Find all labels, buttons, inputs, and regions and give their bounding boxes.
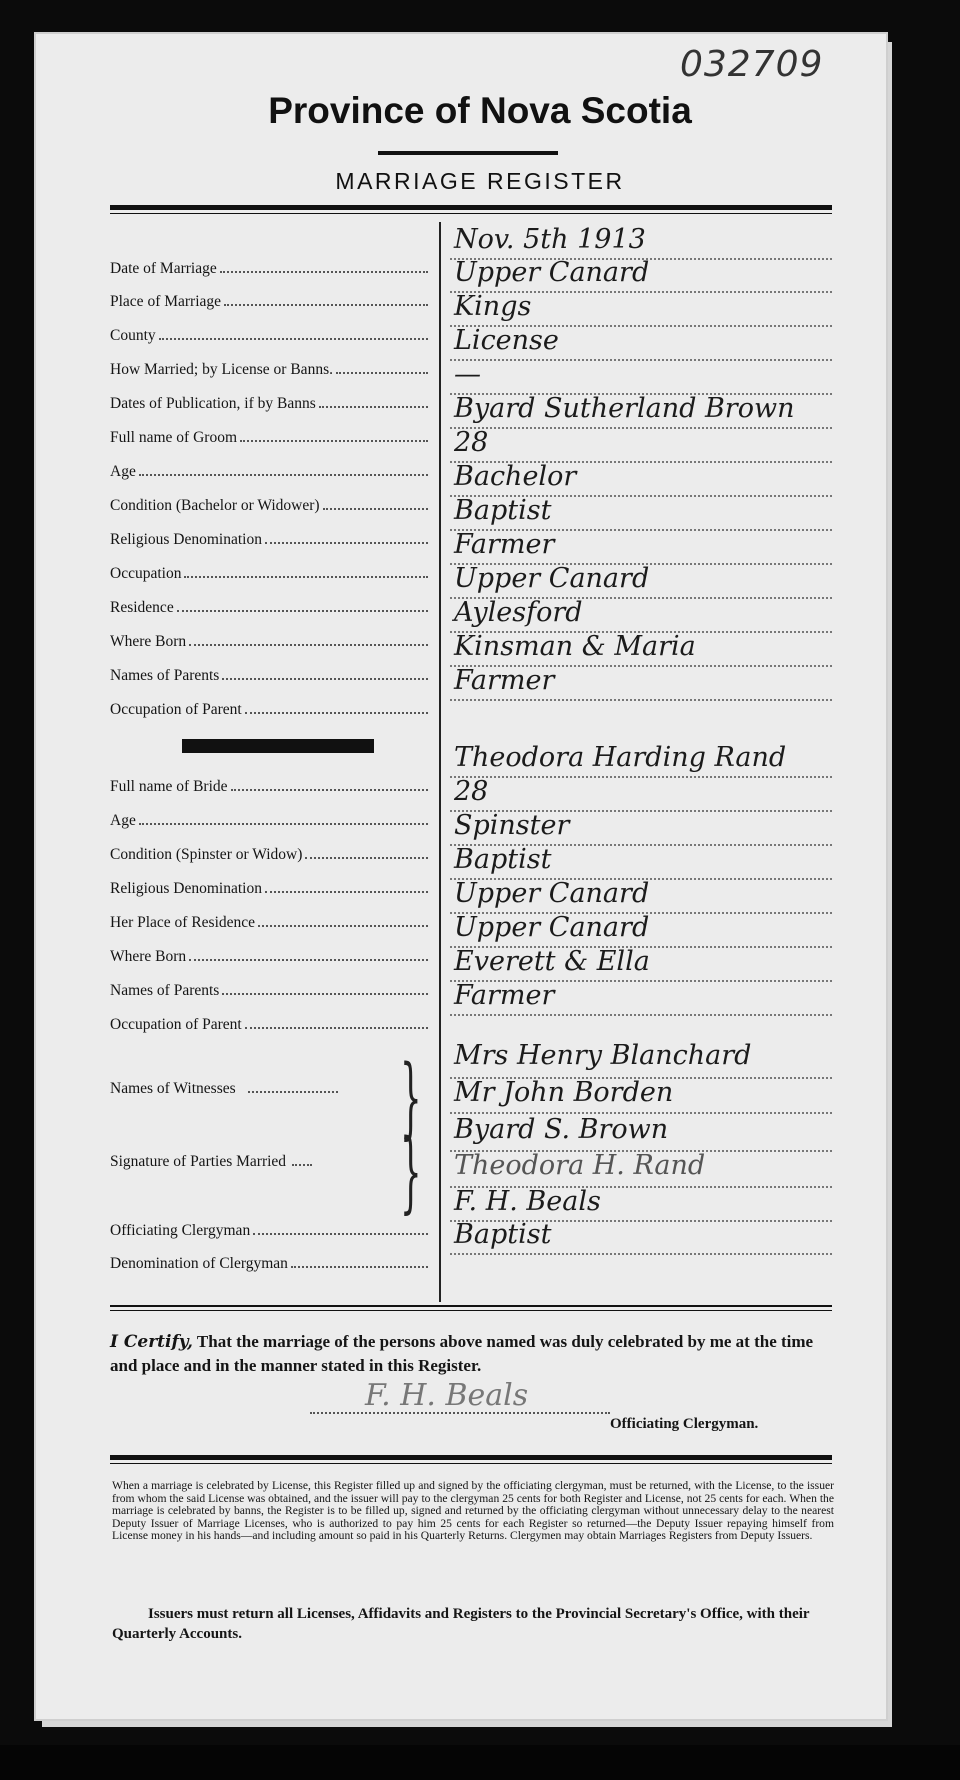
county-label-text: County — [110, 327, 156, 344]
bride-condition-label-text: Condition (Spinster or Widow) — [110, 846, 303, 863]
groom-parent-occupation-value: Farmer — [454, 665, 555, 696]
scan-border — [0, 1745, 960, 1780]
signature-bride: Theodora H. Rand — [454, 1150, 706, 1181]
bride-section-bar — [182, 739, 374, 753]
bride-age-label-text: Age — [110, 812, 136, 829]
place-of-marriage-label — [110, 287, 432, 311]
groom-condition-label-text: Condition (Bachelor or Widower) — [110, 497, 320, 514]
clergy-denomination-value: Baptist — [454, 1219, 552, 1250]
clergy-signature-line — [310, 1412, 610, 1414]
column-divider — [439, 222, 441, 1302]
bride-condition-label — [110, 840, 432, 864]
groom-age-label — [110, 457, 432, 481]
clergy-denomination-label: Denomination of Clergyman — [110, 1249, 432, 1273]
bride-parents-label — [110, 976, 432, 1000]
dates-of-publication-label — [110, 389, 432, 413]
how-married-label-text: How Married; by License or Banns. — [110, 361, 333, 378]
date-of-marriage-label — [110, 254, 432, 278]
bride-parents-value: Everett & Ella — [454, 946, 650, 977]
groom-residence-label-text: Residence — [110, 599, 174, 616]
bride-birthplace-label-text: Where Born — [110, 948, 187, 965]
groom-birthplace-label-text: Where Born — [110, 633, 187, 650]
officiating-clergyman-value: F. H. Beals — [454, 1186, 601, 1217]
groom-religion-label-text: Religious Denomination — [110, 531, 262, 548]
groom-parent-occupation-label — [110, 695, 432, 719]
witnesses-brace: } — [400, 1047, 422, 1151]
groom-age-value: 28 — [454, 427, 489, 458]
bride-residence-value: Upper Canard — [454, 878, 650, 909]
bride-parent-occupation-line — [450, 1014, 832, 1016]
witness-2: Mr John Borden — [454, 1077, 674, 1108]
dates-of-publication-label-text: Dates of Publication, if by Banns — [110, 395, 316, 412]
groom-condition-value: Bachelor — [454, 461, 577, 492]
notice-rule-thin — [110, 1463, 832, 1464]
groom-full-name-label — [110, 423, 432, 447]
bride-parents-label-text: Names of Parents — [110, 982, 220, 999]
groom-parents-label — [110, 661, 432, 685]
place-of-marriage-value: Upper Canard — [454, 257, 650, 288]
clergy-signature: F. H. Beals — [365, 1378, 529, 1413]
clergy-denomination-line — [450, 1253, 832, 1255]
place-of-marriage-label-text: Place of Marriage — [110, 293, 222, 310]
document-number: 032709 — [680, 44, 824, 85]
groom-occupation-label-text: Occupation — [110, 565, 182, 582]
county-label — [110, 321, 432, 345]
top-rule-thin — [110, 213, 832, 214]
groom-occupation-value: Farmer — [454, 529, 555, 560]
groom-parent-occupation-line — [450, 699, 832, 701]
cert-rule-top-thin — [110, 1310, 832, 1311]
cert-rule-top — [110, 1305, 832, 1307]
how-married-label — [110, 355, 432, 379]
bride-condition-value: Spinster — [454, 810, 570, 841]
groom-residence-label — [110, 593, 432, 617]
register-title: MARRIAGE REGISTER — [335, 168, 625, 194]
groom-occupation-label — [110, 559, 432, 583]
bride-parent-occupation-label — [110, 1010, 432, 1034]
certification-text: I Certify, That the marriage of the persons above named was duly celebrated by me at the time and place and in the manner stated in this Register. — [110, 1332, 814, 1375]
bride-age-value: 28 — [454, 776, 489, 807]
groom-parents-value: Kinsman & Maria — [454, 631, 696, 662]
bride-religion-label-text: Religious Denomination — [110, 880, 262, 897]
groom-full-name-label-text: Full name of Groom — [110, 429, 237, 446]
groom-residence-value: Upper Canard — [454, 563, 650, 594]
signature-groom: Byard S. Brown — [454, 1114, 669, 1145]
groom-condition-label — [110, 491, 432, 515]
bride-parent-occupation-label-text: Occupation of Parent — [110, 1016, 242, 1033]
groom-religion-value: Baptist — [454, 495, 552, 526]
date-of-marriage-label-text: Date of Marriage — [110, 260, 217, 277]
groom-full-name-value: Byard Sutherland Brown — [454, 393, 795, 424]
bride-residence-label — [110, 908, 432, 932]
groom-age-label-text: Age — [110, 463, 136, 480]
groom-birthplace-value: Aylesford — [454, 597, 583, 628]
bride-full-name-label — [110, 772, 432, 796]
witnesses-label: Names of Witnesses — [110, 1074, 432, 1098]
groom-religion-label — [110, 525, 432, 549]
bride-birthplace-label — [110, 942, 432, 966]
dates-of-publication-value: — — [454, 359, 481, 390]
bride-birthplace-value: Upper Canard — [454, 912, 650, 943]
witness-1: Mrs Henry Blanchard — [454, 1040, 752, 1071]
notice-paragraph: When a marriage is celebrated by License, this Register filled up and signed by the officiating clergyman, must be returned, with the License, to the issuer from whom the said License was obtained, and the issuer will pay to the clergyman 25 cents for both Register and License, not 25 cents for each. When the marriage is celebrated by banns, the Register is to be filled up, signed and returned by the officiating clergyman without unnecessary delay to the nearest Deputy Issuer of Marriage Licenses, who is authorized to pay him 25 cents for each Register so returned—the Deputy Issuer repaying himself from License money in his hands—and including amount so paid in his Quarterly Returns. Clergymen may obtain Marriages Registers from Deputy Issuers. — [112, 1479, 834, 1543]
issuers-note: Issuers must return all Licenses, Affidavits and Registers to the Provincial Secretary's Office, with their Quarterly Accounts. — [112, 1606, 810, 1642]
bride-religion-value: Baptist — [454, 844, 552, 875]
notice-rule — [110, 1455, 832, 1460]
title-underline — [378, 151, 558, 155]
clergy-signature-label: Officiating Clergyman. — [610, 1416, 759, 1432]
province-title: Province of Nova Scotia — [268, 90, 692, 131]
bride-religion-label — [110, 874, 432, 898]
groom-parent-occupation-label-text: Occupation of Parent — [110, 701, 242, 718]
groom-parents-label-text: Names of Parents — [110, 667, 220, 684]
how-married-value: License — [454, 325, 559, 356]
bride-full-name-value: Theodora Harding Rand — [454, 742, 787, 773]
bride-age-label — [110, 806, 432, 830]
officiating-clergyman-label: Officiating Clergyman — [110, 1216, 432, 1240]
groom-birthplace-label — [110, 627, 432, 651]
signatures-label: Signature of Parties Married — [110, 1147, 432, 1171]
top-rule — [110, 205, 832, 210]
bride-parent-occupation-value: Farmer — [454, 980, 555, 1011]
signatures-brace: } — [400, 1121, 422, 1225]
bride-residence-label-text: Her Place of Residence — [110, 914, 256, 931]
bride-full-name-label-text: Full name of Bride — [110, 778, 228, 795]
county-value: Kings — [454, 291, 532, 322]
date-of-marriage-value: Nov. 5th 1913 — [454, 224, 646, 255]
